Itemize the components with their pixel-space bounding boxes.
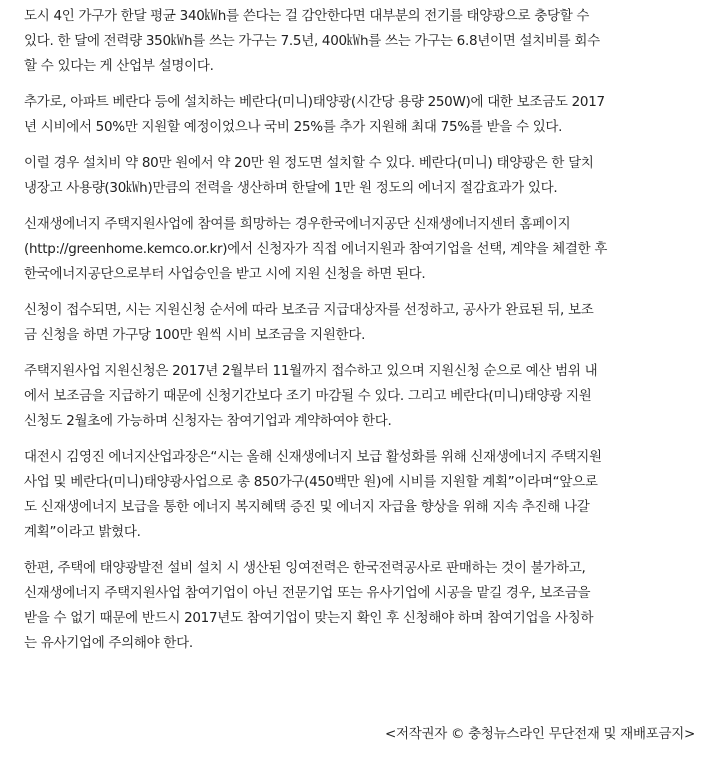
paragraph-line: 금 신청을 하면 가구당 100만 원씩 시비 보조금을 지원한다.: [24, 327, 366, 343]
paragraph-line: 한편, 주택에 태양광발전 설비 설치 시 생산된 잉여전력은 한국전력공사로 판매하는 것이 불가하고,: [24, 560, 586, 576]
paragraph-line: 할 수 있다는 게 산업부 설명이다.: [24, 58, 214, 74]
paragraph-7: [24, 445, 703, 545]
paragraph-5: [24, 298, 703, 348]
paragraph-6: [24, 359, 703, 434]
paragraph-line: 년 시비에서 50%만 지원할 예정이었으나 국비 25%를 추가 지원해 최대 75%를 받을 수 있다.: [24, 119, 563, 135]
paragraph-line: 있다. 한 달에 전력량 350㎾h를 쓰는 가구는 7.5년, 400㎾h를 쓰는 가구는 6.8년이면 설치비를 회수: [24, 33, 600, 49]
paragraph-3: [24, 151, 703, 201]
paragraph-line: 도 신재생에너지 보급을 통한 에너지 복지혜택 증진 및 에너지 자급율 향상을 위해 지속 추진해 나갈: [24, 499, 590, 515]
paragraph-line: 신재생에너지 주택지원사업 참여기업이 아닌 전문기업 또는 유사기업에 시공을 맡길 경우, 보조금을: [24, 585, 591, 601]
paragraph-line: 주택지원사업 지원신청은 2017년 2월부터 11월까지 접수하고 있으며 지원신청 순으로 예산 범위 내: [24, 363, 598, 379]
paragraph-line: 신청도 2월초에 가능하며 신청자는 참여기업과 계약하여야 한다.: [24, 413, 392, 429]
paragraph-line: 받을 수 없기 때문에 반드시 2017년도 참여기업이 맞는지 확인 후 신청해야 하며 참여기업을 사칭하: [24, 610, 594, 626]
paragraph-line: 에서 보조금을 지급하기 때문에 신청기간보다 조기 마감될 수 있다. 그리고 베란다(미니)태양광 지원: [24, 388, 592, 404]
paragraph-line: 는 유사기업에 주의해야 한다.: [24, 635, 193, 651]
paragraph-line: 냉장고 사용량(30㎾h)만큼의 전력을 생산하며 한달에 1만 원 정도의 에너지 절감효과가 있다.: [24, 180, 558, 196]
paragraph-line: 한국에너지공단으로부터 사업승인을 받고 시에 지원 신청을 하면 된다.: [24, 266, 426, 282]
paragraph-4: [24, 212, 703, 287]
paragraph-1: [24, 4, 703, 79]
paragraph-line: (http://greenhome.kemco.or.kr)에서 신청자가 직접 에너지원과 참여기업을 선택, 계약을 체결한 후: [24, 241, 608, 257]
paragraph-line: 대전시 김영진 에너지산업과장은“시는 올해 신재생에너지 보급 활성화를 위해 신재생에너지 주택지원: [24, 449, 602, 465]
paragraph-2: [24, 90, 703, 140]
paragraph-line: 신청이 접수되면, 시는 지원신청 순서에 따라 보조금 지급대상자를 선정하고, 공사가 완료된 뒤, 보조: [24, 302, 594, 318]
paragraph-line: 신재생에너지 주택지원사업에 참여를 희망하는 경우한국에너지공단 신재생에너지센터 홈페이지: [24, 216, 571, 232]
paragraph-line: 추가로, 아파트 베란다 등에 설치하는 베란다(미니)태양광(시간당 용량 250W)에 대한 보조금도 2017: [24, 94, 605, 110]
paragraph-line: 도시 4인 가구가 한달 평균 340㎾h를 쓴다는 걸 감안한다면 대부분의 전기를 태양광으로 충당할 수: [24, 8, 590, 24]
paragraph-line: 계획”이라고 밝혔다.: [24, 524, 141, 540]
paragraph-line: 이럴 경우 설치비 약 80만 원에서 약 20만 원 정도면 설치할 수 있다. 베란다(미니) 태양광은 한 달치: [24, 155, 594, 171]
copyright-notice: <저작권자 © 충청뉴스라인 무단전재 및 재배포금지>: [385, 726, 695, 742]
paragraph-line: 사업 및 베란다(미니)태양광사업으로 총 850가구(450백만 원)에 시비를 지원할 계획”이라며“앞으로: [24, 474, 598, 490]
paragraph-8: [24, 556, 703, 656]
